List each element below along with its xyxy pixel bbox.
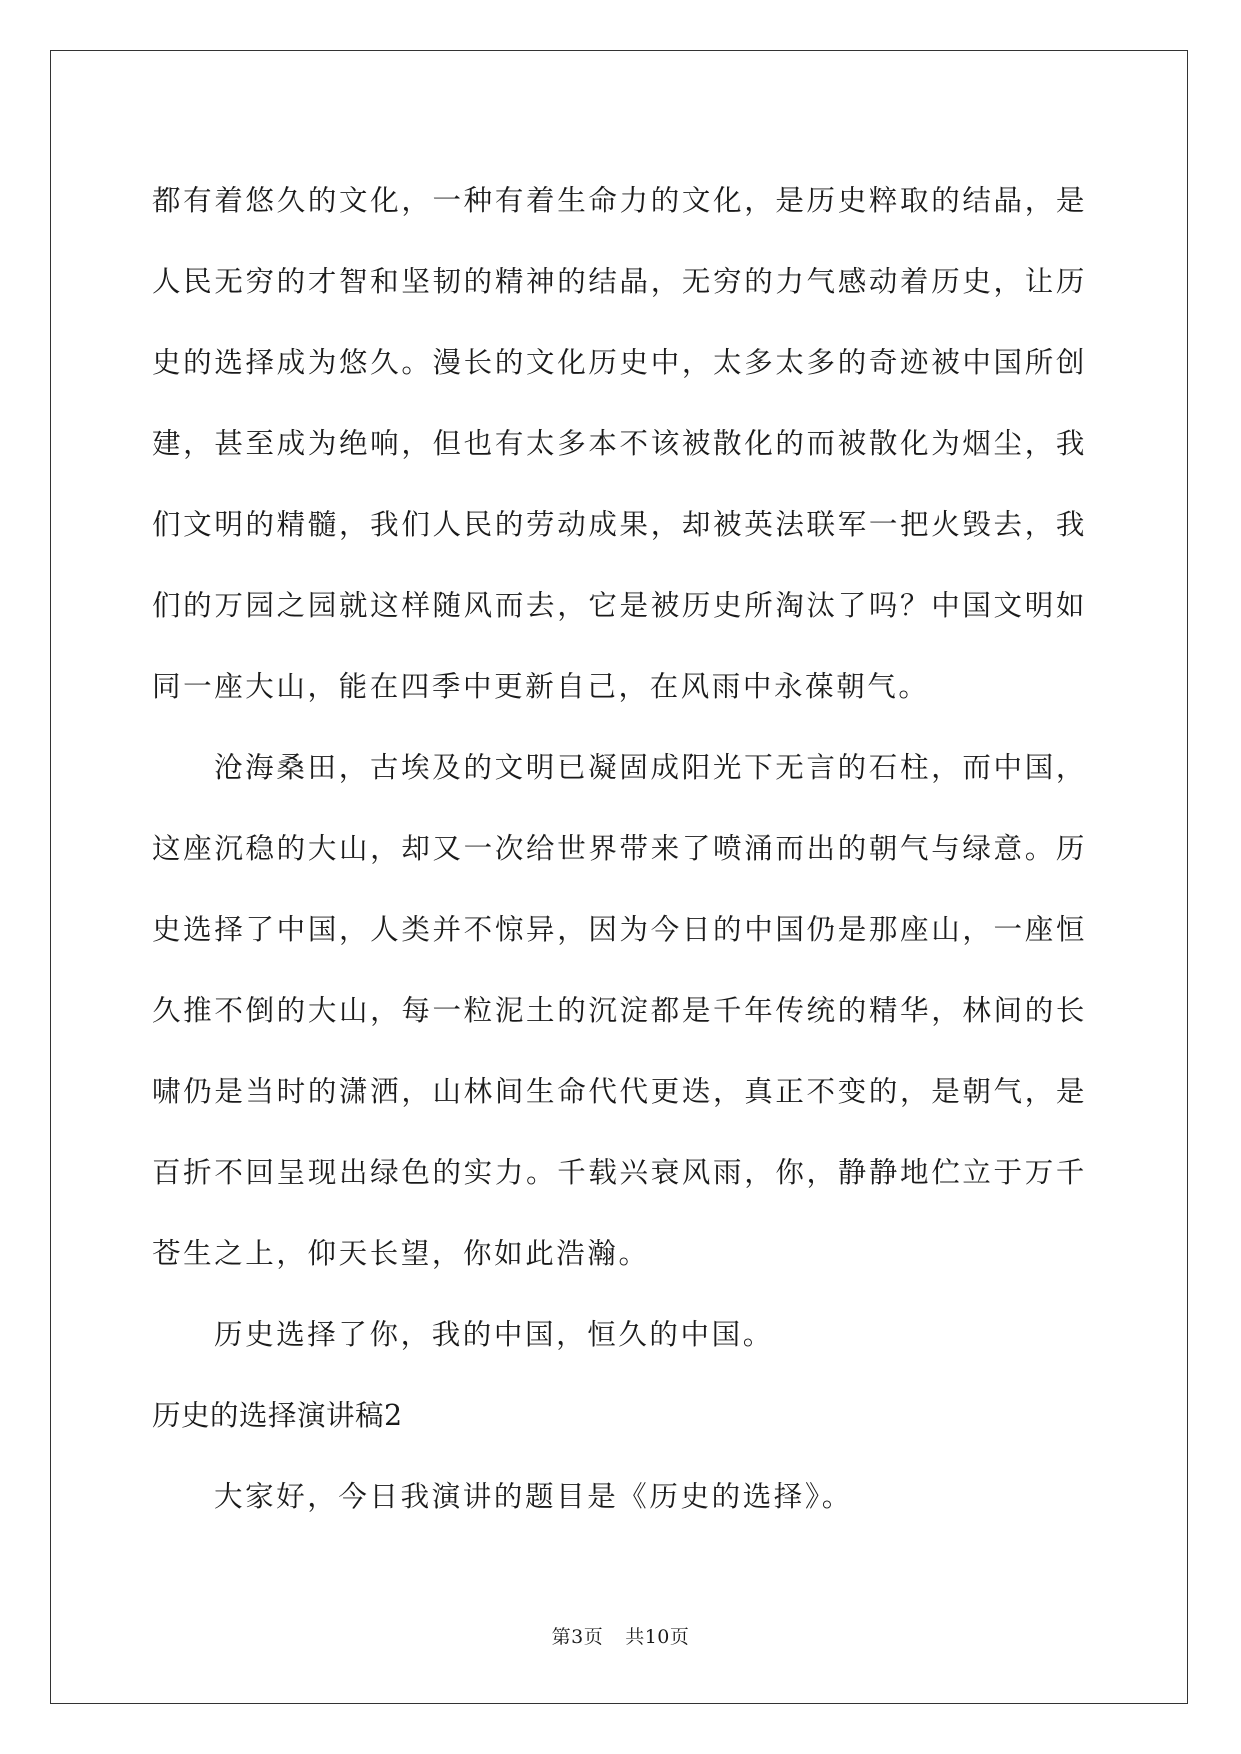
section-heading: 历史的选择演讲稿2 xyxy=(152,1399,403,1432)
paragraph-body: 大家好，今日我演讲的题目是《历史的选择》。 xyxy=(214,1480,853,1513)
document-body xyxy=(152,160,1087,1537)
page-number-current: 第3页 xyxy=(551,1626,604,1648)
page-number-total: 共10页 xyxy=(625,1626,690,1648)
paragraph-body: 历史选择了你，我的中国，恒久的中国。 xyxy=(214,1318,774,1351)
paragraph-body: 沧海桑田，古埃及的文明已凝固成阳光下无言的石柱，而中国，这座沉稳的大山，却又一次给世界带来了喷涌而出的朝气与绿意。历史选择了中国，人类并不惊异，因为今日的中国仍是那座山，一座恒久推不倒的大山，每一粒泥土的沉淀都是千年传统的精华，林间的长啸仍是当时的潇洒，山林间生命代代更迭，真正不变的，是朝气，是百折不回呈现出绿色的实力。千载兴衰风雨，你，静静地伫立于万千苍生之上，仰天长望，你如此浩瀚。 xyxy=(152,751,1087,1270)
page-footer xyxy=(0,1622,1241,1649)
paragraph-continuation: 都有着悠久的文化，一种有着生命力的文化，是历史粹取的结晶，是人民无穷的才智和坚韧的精神的结晶，无穷的力气感动着历史，让历史的选择成为悠久。漫长的文化历史中，太多太多的奇迹被中国所创建，甚至成为绝响，但也有太多本不该被散化的而被散化为烟尘，我们文明的精髓，我们人民的劳动成果，却被英法联军一把火毁去，我们的万园之园就这样随风而去，它是被历史所淘汰了吗？中国文明如同一座大山，能在四季中更新自己，在风雨中永葆朝气。 xyxy=(152,184,1087,703)
